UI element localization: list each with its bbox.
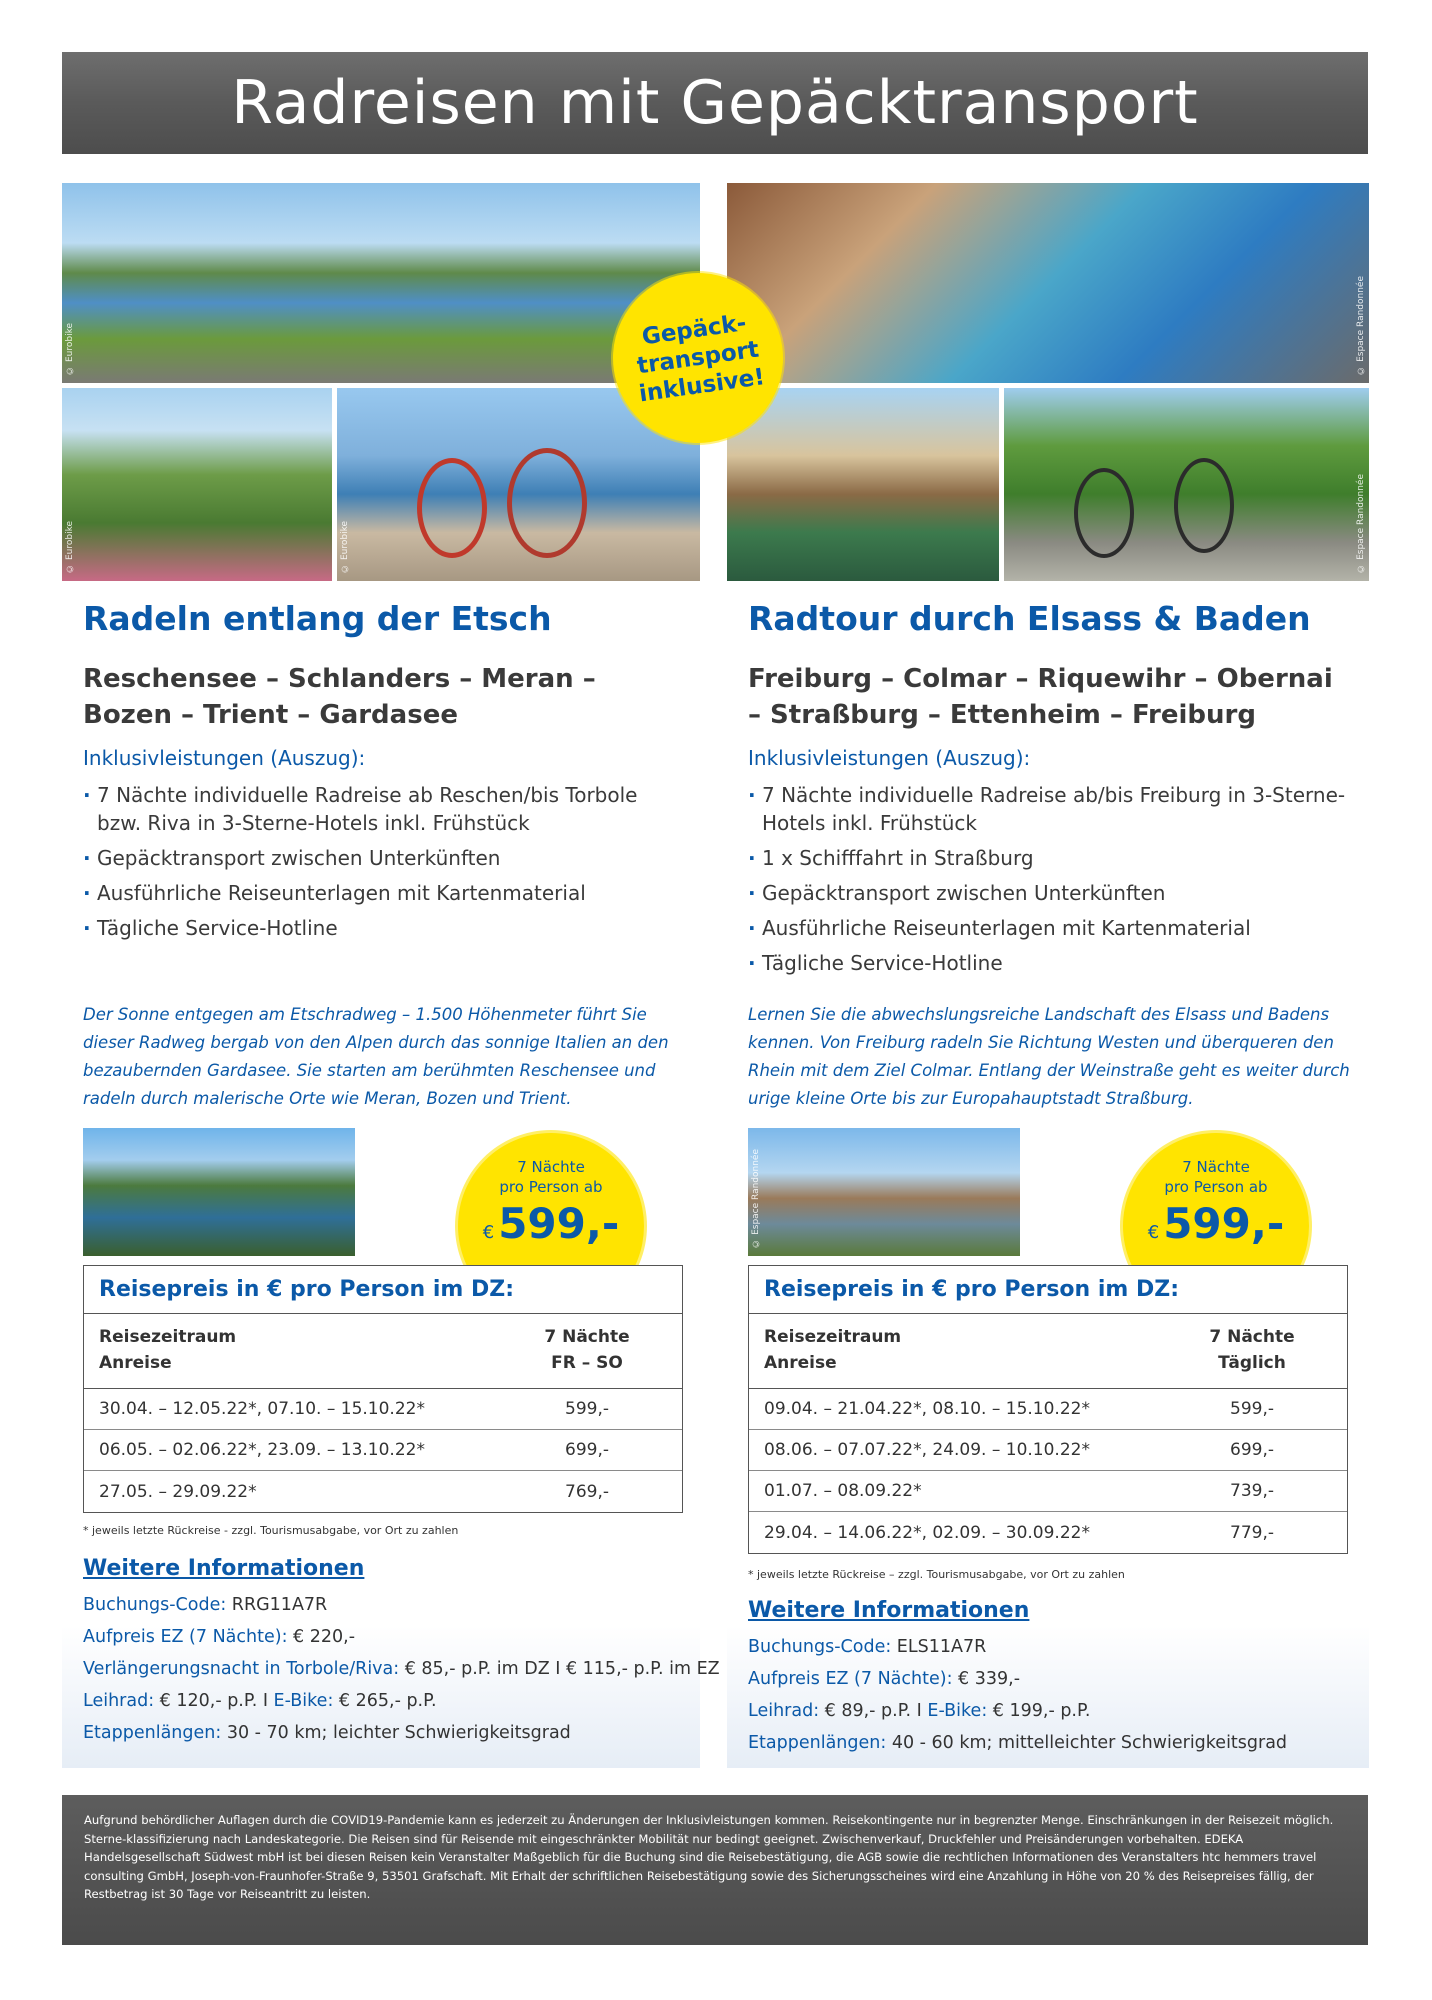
info-value: 40 - 60 km; mittelleichter Schwierigkeitsgrad (886, 1733, 1288, 1753)
stage-length-line (83, 1723, 571, 1743)
table-row (749, 1471, 1347, 1512)
table-row (84, 1471, 682, 1512)
travel-period: 01.07. – 08.09.22* (764, 1481, 922, 1501)
price-value: 599,- (498, 1199, 620, 1248)
travel-period: 29.04. – 14.06.22*, 02.09. – 30.09.22* (764, 1522, 1090, 1543)
tour-route: Freiburg – Colmar – Riquewihr – Obernai – Straßburg – Ettenheim – Freiburg (748, 664, 1333, 730)
price-table-heading: Reisepreis in € pro Person im DZ: (84, 1266, 682, 1314)
info-label: Leihrad: (748, 1701, 820, 1721)
travel-price: 779,- (1230, 1522, 1274, 1543)
inclusions-heading: Inklusivleistungen (Auszug): (748, 746, 1031, 770)
photo-elsass-cyclists (1004, 388, 1369, 581)
info-label: Etappenlängen: (748, 1733, 887, 1753)
price-table-header-row (84, 1314, 682, 1389)
inclusions-list (748, 781, 1348, 984)
travel-price: 739,- (1230, 1481, 1274, 1501)
info-value: € 220,- (287, 1627, 356, 1647)
photo-credit: © Eurobike (65, 521, 75, 573)
list-item: · Gepäcktransport zwischen Unterkünften (83, 844, 683, 872)
booking-code-line (83, 1595, 327, 1615)
travel-price: 599,- (1230, 1399, 1274, 1419)
single-supplement-line (83, 1627, 355, 1647)
travel-price: 769,- (565, 1481, 609, 1502)
booking-code-line (748, 1637, 986, 1657)
column-header-nights: 7 Nächte FR – SO (544, 1327, 630, 1373)
column-header-period: Reisezeitraum Anreise (99, 1327, 237, 1373)
bicycle-wheel-shape (1074, 468, 1134, 558)
travel-period: 08.06. – 07.07.22*, 24.09. – 10.10.22* (764, 1440, 1090, 1460)
page-title: Radreisen mit Gepäcktransport (231, 68, 1199, 138)
badge-text: Gepäck- transport inklusive! (635, 310, 767, 408)
info-label: Buchungs-Code: (83, 1595, 227, 1615)
travel-price: 599,- (565, 1399, 609, 1419)
single-supplement-line (748, 1669, 1020, 1689)
tour-route: Reschensee – Schlanders – Meran – Bozen – Trient – Gardasee (83, 664, 596, 730)
bicycle-wheel-shape (417, 458, 487, 558)
rental-bike-line (748, 1701, 1090, 1721)
photo-elsass-canal (727, 388, 999, 581)
info-label: Verlängerungsnacht in Torbole/Riva: (83, 1659, 400, 1679)
tour-title: Radtour durch Elsass & Baden (748, 599, 1311, 638)
more-info-heading: Weitere Informationen (83, 1556, 365, 1581)
photo-strasbourg-bridge (748, 1128, 1020, 1256)
list-item: · 1 x Schifffahrt in Straßburg (748, 844, 1348, 872)
list-item: · 7 Nächte individuelle Radreise ab Reschen/bis Torbole bzw. Riva in 3-Sterne-Hotels inkl. Frühstück (83, 781, 683, 837)
photo-gardasee (83, 1128, 355, 1256)
photo-credit: © Espace Randonnée (1356, 276, 1366, 375)
travel-period: 09.04. – 21.04.22*, 08.10. – 15.10.22* (764, 1399, 1090, 1419)
stage-length-line (748, 1733, 1287, 1753)
inclusions-list (83, 781, 683, 949)
table-row (749, 1430, 1347, 1471)
info-value: € 265,- p.P. (333, 1691, 437, 1711)
bicycle-wheel-shape (1174, 458, 1234, 553)
extension-night-line (83, 1659, 720, 1679)
tour-description: Der Sonne entgegen am Etschradweg – 1.500 Höhenmeter führt Sie dieser Radweg bergab von den Alpen durch das sonnige Italien an den bezaubernden Gardasee. Sie starten am berühmten Reschensee und radeln durch malerische Orte wie Meran, Bozen und Trient. (83, 1005, 669, 1108)
currency-symbol: € (482, 1222, 495, 1243)
info-label: E-Bike: (927, 1701, 988, 1721)
list-item: · Ausführliche Reiseunterlagen mit Kartenmaterial (83, 879, 683, 907)
bicycle-wheel-shape (507, 448, 587, 558)
info-value: € 85,- p.P. im DZ I € 115,- p.P. im EZ (399, 1659, 720, 1679)
inclusions-heading: Inklusivleistungen (Auszug): (83, 746, 366, 770)
photo-etsch-vineyard (62, 388, 332, 581)
price-badge-label: 7 Nächte pro Person ab (1164, 1158, 1268, 1196)
info-value: ELS11A7R (891, 1637, 987, 1657)
list-item: · 7 Nächte individuelle Radreise ab/bis Freiburg in 3-Sterne-Hotels inkl. Frühstück (748, 781, 1348, 837)
table-row (84, 1389, 682, 1430)
table-row (749, 1389, 1347, 1430)
footnote: * jeweils letzte Rückreise - zzgl. Tourismusabgabe, vor Ort zu zahlen (83, 1524, 459, 1537)
travel-period: 27.05. – 29.09.22* (99, 1481, 257, 1502)
column-header-period: Reisezeitraum Anreise (764, 1327, 902, 1373)
price-table-heading: Reisepreis in € pro Person im DZ: (749, 1266, 1347, 1314)
header-banner (62, 52, 1368, 154)
currency-symbol: € (1147, 1222, 1160, 1243)
list-item: · Tägliche Service-Hotline (748, 949, 1348, 977)
price-badge-amount (1123, 1199, 1309, 1248)
list-item: · Tägliche Service-Hotline (83, 914, 683, 942)
price-table (83, 1265, 683, 1513)
info-value: 30 - 70 km; leichter Schwierigkeitsgrad (221, 1723, 571, 1743)
column-header-nights: 7 Nächte Täglich (1209, 1327, 1295, 1373)
price-table-header-row (749, 1314, 1347, 1389)
price-badge-amount (458, 1199, 644, 1248)
info-label: Buchungs-Code: (748, 1637, 892, 1657)
travel-period: 30.04. – 12.05.22*, 07.10. – 15.10.22* (99, 1399, 425, 1419)
info-value: RRG11A7R (226, 1595, 328, 1615)
tour-title: Radeln entlang der Etsch (83, 599, 552, 638)
table-row (84, 1430, 682, 1471)
travel-price: 699,- (565, 1440, 609, 1460)
info-value: € 89,- p.P. I (819, 1701, 928, 1721)
table-row (749, 1512, 1347, 1553)
photo-credit: © Espace Randonnée (751, 1149, 761, 1248)
info-label: E-Bike: (273, 1691, 334, 1711)
photo-credit: © Eurobike (65, 323, 75, 375)
photo-credit: © Espace Randonnée (1356, 474, 1366, 573)
photo-etsch-river (62, 183, 700, 383)
rental-bike-line (83, 1691, 437, 1711)
info-label: Aufpreis EZ (7 Nächte): (748, 1669, 953, 1689)
price-table (748, 1265, 1348, 1554)
list-item: · Gepäcktransport zwischen Unterkünften (748, 879, 1348, 907)
price-badge-label: 7 Nächte pro Person ab (499, 1158, 603, 1196)
info-label: Etappenlängen: (83, 1723, 222, 1743)
more-info-heading: Weitere Informationen (748, 1598, 1030, 1623)
photo-credit: © Eurobike (340, 521, 350, 573)
tour-elsass-section (727, 581, 1369, 1768)
footnote: * jeweils letzte Rückreise – zzgl. Tourismusabgabe, vor Ort zu zahlen (748, 1568, 1125, 1581)
info-value: € 120,- p.P. I (154, 1691, 274, 1711)
legal-disclaimer: Aufgrund behördlicher Auflagen durch die COVID19-Pandemie kann es jederzeit zu Änderungen der Inklusivleistungen kommen. Reisekontingente nur in begrenzter Menge. Einschränkungen in der Reisezeit möglich. Sterne-klassifizierung nach Landeskategorie. Die Reisen sind für Reisende mit eingeschränkter Mobilität nur bedingt geeignet. Zwischenverkauf, Druckfehler und Preisänderungen vorbehalten. EDEKA Handelsgesellschaft Südwest mbH ist bei diesen Reisen kein Veranstalter Maßgeblich für die Buchung sind die Reisebestätigung, die AGB sowie die rechtlichen Informationen des Veranstalters htc hemmers travel consulting GmbH, Joseph-von-Fraunhofer-Straße 9, 53501 Grafschaft. Mit Erhalt der schriftlichen Reisebestätigung sowie des Sicherungsscheines wird eine Anzahlung in Höhe von 20 % des Reisepreises fällig, der Restbetrag ist 30 Tage vor Reiseantritt zu leisten. (62, 1795, 1368, 1945)
photo-elsass-picnic (727, 183, 1369, 383)
info-label: Leihrad: (83, 1691, 155, 1711)
info-label: Aufpreis EZ (7 Nächte): (83, 1627, 288, 1647)
tour-description: Lernen Sie die abwechslungsreiche Landschaft des Elsass und Badens kennen. Von Freiburg radeln Sie Richtung Westen und überqueren den Rhein mit dem Ziel Colmar. Entlang der Weinstraße geht es weiter durch urige kleine Orte bis zur Europahauptstadt Straßburg. (748, 1005, 1350, 1108)
info-value: € 339,- (952, 1669, 1021, 1689)
tour-etsch-section (62, 581, 720, 1768)
list-item: · Ausführliche Reiseunterlagen mit Kartenmaterial (748, 914, 1348, 942)
travel-price: 699,- (1230, 1440, 1274, 1460)
travel-period: 06.05. – 02.06.22*, 23.09. – 13.10.22* (99, 1440, 425, 1460)
price-value: 599,- (1163, 1199, 1285, 1248)
info-value: € 199,- p.P. (987, 1701, 1091, 1721)
